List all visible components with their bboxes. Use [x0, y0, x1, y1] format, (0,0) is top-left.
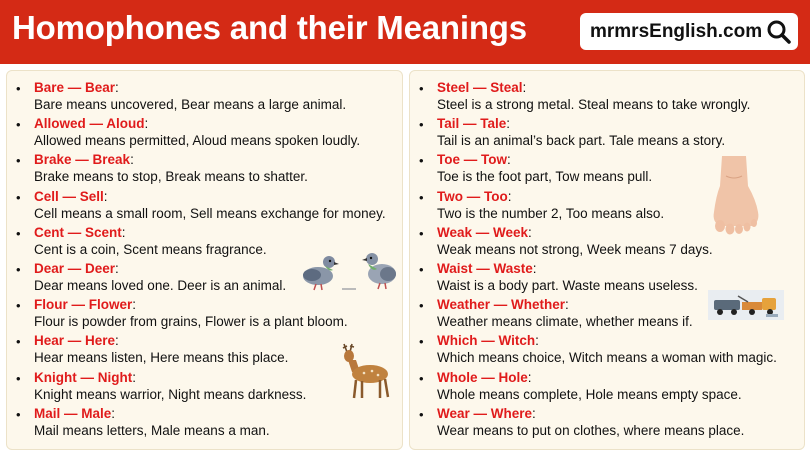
- pair-colon: :: [522, 80, 527, 95]
- homophone-meaning: Brake means to stop, Break means to shatter.: [34, 169, 308, 185]
- bullet-marker: •: [16, 153, 21, 169]
- homophone-meaning: Wear means to put on clothes, where means place.: [437, 422, 745, 438]
- pair-colon: :: [532, 260, 537, 276]
- bullet-marker: •: [419, 225, 424, 241]
- pair-colon: :: [115, 80, 119, 95]
- pair-colon: :: [115, 260, 119, 276]
- homophone-pair: [437, 369, 804, 386]
- homophone-pair: [34, 296, 402, 313]
- homophone-meaning: Bare means uncovered, Bear means a large animal.: [34, 97, 347, 112]
- bullet-marker: •: [16, 334, 21, 350]
- homophone-pair-text: Allowed — Aloud: [34, 116, 145, 132]
- pair-colon: :: [527, 369, 532, 385]
- page-title: Homophones and their Meanings: [12, 9, 527, 46]
- list-item: [7, 79, 402, 115]
- bullet-marker: •: [419, 406, 424, 422]
- bullet-marker: •: [419, 261, 424, 277]
- brand-name: mrmrsEnglish.com: [590, 20, 763, 42]
- bullet-marker: •: [16, 406, 21, 422]
- homophone-pair: [34, 79, 402, 96]
- bullet-marker: •: [419, 298, 424, 314]
- bullet-marker: •: [419, 189, 424, 205]
- foot-illustration: [708, 156, 764, 236]
- homophone-pair-text: Weather — Whether: [437, 297, 566, 313]
- search-icon: [766, 19, 792, 45]
- right-panel: [409, 70, 805, 450]
- homophone-meaning: Cent is a coin, Scent means fragrance.: [34, 241, 267, 257]
- homophone-pair-text: Two — Too: [437, 188, 508, 204]
- homophone-pair-text: Mail — Male: [34, 405, 112, 421]
- list-item: [7, 405, 402, 441]
- homophone-pair-text: Waist — Waste: [437, 260, 533, 276]
- pair-colon: :: [115, 333, 119, 349]
- pair-colon: :: [103, 188, 108, 204]
- homophone-pair-text: Brake — Break: [34, 152, 131, 168]
- homophone-pair-text: Bare — Bear: [34, 80, 116, 95]
- pair-colon: :: [132, 297, 137, 313]
- homophone-pair-text: Weak — Week: [437, 224, 529, 240]
- list-item: [410, 79, 804, 115]
- list-item: [410, 369, 804, 405]
- homophone-pair: [437, 405, 804, 422]
- pair-colon: :: [507, 188, 512, 204]
- homophone-pair: [34, 151, 402, 168]
- bullet-marker: •: [419, 334, 424, 350]
- homophone-pair-text: Hear — Here: [34, 333, 116, 349]
- homophone-pair: [34, 115, 402, 132]
- homophone-meaning: Waist is a body part. Waste means useless.: [437, 277, 698, 293]
- homophone-pair-text: Which — Witch: [437, 333, 536, 349]
- homophone-pair-text: Steel — Steal: [437, 80, 523, 95]
- homophone-pair-text: Knight — Night: [34, 369, 133, 385]
- homophone-pair-text: Dear — Deer: [34, 260, 116, 276]
- homophone-pair: [34, 405, 402, 422]
- list-item: [410, 332, 804, 368]
- pair-colon: :: [528, 224, 532, 240]
- homophone-pair-text: Toe — Tow: [437, 152, 507, 168]
- pair-colon: :: [506, 116, 511, 132]
- brand-badge[interactable]: [580, 13, 798, 50]
- bullet-marker: •: [419, 117, 424, 133]
- bullet-marker: •: [16, 189, 21, 205]
- homophone-pair-text: Cell — Sell: [34, 188, 104, 204]
- list-item: [7, 188, 402, 224]
- homophone-pair: [437, 260, 804, 277]
- homophone-meaning: Allowed means permitted, Aloud means spoken loudly.: [34, 133, 361, 149]
- homophone-meaning: Knight means warrior, Night means darkness.: [34, 386, 307, 402]
- homophone-meaning: Mail means letters, Male means a man.: [34, 422, 270, 438]
- pair-colon: :: [130, 152, 134, 168]
- bullet-marker: •: [16, 298, 21, 314]
- pair-colon: :: [111, 405, 116, 421]
- list-item: [7, 151, 402, 187]
- pair-colon: :: [535, 333, 539, 349]
- bullet-marker: •: [16, 261, 21, 277]
- pigeons-illustration: [298, 244, 404, 292]
- list-item: [410, 115, 804, 151]
- homophone-meaning: Cell means a small room, Sell means exchange for money.: [34, 205, 386, 221]
- right-homophone-list: [410, 79, 804, 441]
- homophone-meaning: Toe is the foot part, Tow means pull.: [437, 169, 653, 185]
- homophone-meaning: Whole means complete, Hole means empty space.: [437, 386, 742, 402]
- deer-illustration: [334, 340, 394, 402]
- homophone-meaning: Weather means climate, whether means if.: [437, 314, 693, 330]
- homophone-pair-text: Tail — Tale: [437, 116, 507, 132]
- bullet-marker: •: [419, 370, 424, 386]
- list-item: [7, 115, 402, 151]
- bullet-marker: •: [16, 81, 21, 96]
- pair-colon: :: [132, 369, 136, 385]
- bullet-marker: •: [16, 370, 21, 386]
- homophone-pair: [437, 115, 804, 132]
- homophone-meaning: Tail is an animal’s back part. Tale means a story.: [437, 133, 726, 149]
- homophone-pair-text: Whole — Hole: [437, 369, 528, 385]
- pair-colon: :: [144, 116, 149, 132]
- pair-colon: :: [532, 405, 536, 421]
- list-item: [7, 296, 402, 332]
- homophone-meaning: Weak means not strong, Week means 7 days.: [437, 241, 713, 257]
- homophone-meaning: Two is the number 2, Too means also.: [437, 205, 665, 221]
- homophone-meaning: Hear means listen, Here means this place.: [34, 350, 289, 366]
- homophone-pair: [437, 79, 804, 96]
- homophone-meaning: Which means choice, Witch means a woman with magic.: [437, 350, 777, 366]
- header-banner: [0, 0, 810, 64]
- bullet-marker: •: [419, 153, 424, 169]
- homophone-pair: [34, 224, 402, 241]
- tow-truck-illustration: [708, 290, 784, 320]
- pair-colon: :: [507, 152, 511, 168]
- homophone-pair-text: Flour — Flower: [34, 297, 133, 313]
- bullet-marker: •: [419, 81, 424, 96]
- homophone-pair-text: Cent — Scent: [34, 224, 122, 240]
- bullet-marker: •: [16, 117, 21, 133]
- pair-colon: :: [121, 224, 126, 240]
- homophone-pair: [34, 188, 402, 205]
- list-item: [410, 405, 804, 441]
- pair-colon: :: [565, 297, 569, 313]
- homophone-meaning: Steel is a strong metal. Steal means to take wrongly.: [437, 97, 751, 112]
- bullet-marker: •: [16, 225, 21, 241]
- homophone-meaning: Dear means loved one. Deer is an animal.: [34, 277, 287, 293]
- homophone-meaning: Flour is powder from grains, Flower is a plant bloom.: [34, 314, 348, 330]
- homophone-pair: [437, 332, 804, 349]
- homophone-pair-text: Wear — Where: [437, 405, 533, 421]
